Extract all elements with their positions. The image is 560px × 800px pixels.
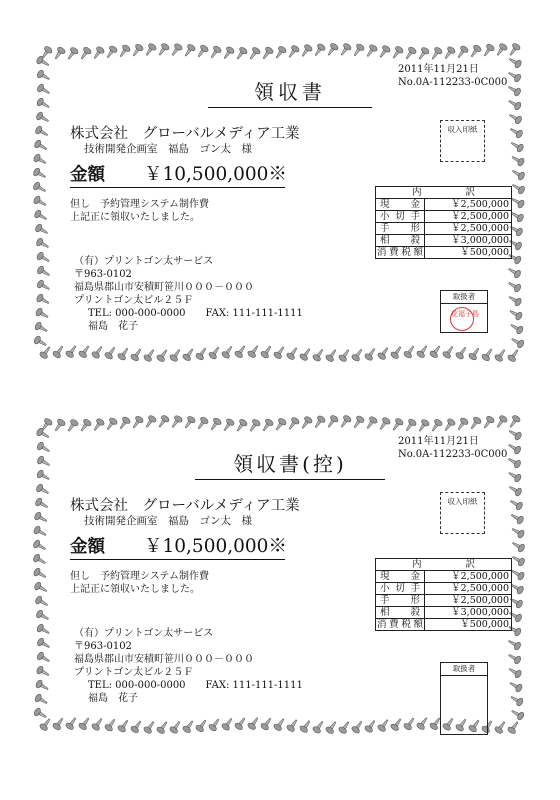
screw-icon <box>65 418 79 433</box>
breakdown-value: ￥3,000,000 <box>425 607 512 619</box>
breakdown-value: ￥2,500,000 <box>425 223 512 235</box>
screw-icon <box>507 348 521 363</box>
screw-icon <box>32 181 47 195</box>
breakdown-value: ￥500,000 <box>425 619 512 631</box>
screw-icon <box>34 125 49 139</box>
screw-icon <box>377 44 391 59</box>
screw-icon <box>507 265 522 279</box>
screw-icon <box>36 55 51 69</box>
screw-icon <box>377 346 391 361</box>
screw-icon <box>143 719 157 734</box>
screw-icon <box>36 637 51 651</box>
screw-icon <box>34 223 49 237</box>
screw-icon <box>52 418 66 433</box>
screw-icon <box>260 418 274 433</box>
screw-icon <box>221 418 235 433</box>
amount-line <box>70 535 285 560</box>
screw-icon <box>510 335 525 349</box>
screw-icon <box>481 347 495 362</box>
description-purpose: 但し 予約管理システム制作費 <box>70 199 209 210</box>
amount-value: ￥10,500,000※ <box>144 164 287 185</box>
screw-icon <box>234 344 248 359</box>
screw-icon <box>182 719 196 734</box>
breakdown-value: ￥2,500,000 <box>425 571 512 583</box>
screw-icon <box>273 345 287 360</box>
screw-icon <box>52 716 66 731</box>
screw-icon <box>36 83 51 97</box>
screw-icon <box>312 347 326 362</box>
handler-label: 取扱者 <box>441 663 487 676</box>
screw-icon <box>325 720 339 735</box>
issuer-tel-fax: TEL: 000-000-0000 FAX: 111-111-1111 <box>88 308 303 319</box>
screw-icon <box>312 415 326 430</box>
screw-icon <box>442 418 456 433</box>
breakdown-label: 手形 <box>376 595 425 607</box>
screw-icon <box>286 346 300 361</box>
revenue-stamp-box <box>440 492 485 534</box>
screw-icon <box>364 415 378 430</box>
screw-icon <box>299 415 313 430</box>
screw-icon <box>36 265 51 279</box>
screw-icon <box>273 717 287 732</box>
screw-icon <box>36 623 51 637</box>
table-row <box>376 247 512 259</box>
screw-icon <box>36 651 51 665</box>
screw-icon <box>468 416 482 431</box>
screw-icon <box>234 418 248 433</box>
description-purpose: 但し 予約管理システム制作費 <box>70 571 209 582</box>
screw-icon <box>247 418 261 433</box>
screw-icon <box>510 525 525 539</box>
screw-icon <box>507 97 522 111</box>
recipient-department: 技術開発企画室 福島 ゴン太 様 <box>84 515 252 527</box>
screw-icon <box>286 718 300 733</box>
screw-icon <box>364 346 378 361</box>
screw-icon <box>260 716 274 731</box>
screw-icon <box>143 347 157 362</box>
screw-icon <box>481 43 495 58</box>
screw-icon <box>508 483 523 497</box>
screw-icon <box>455 45 469 60</box>
screw-icon <box>33 139 48 153</box>
screw-icon <box>507 469 522 483</box>
screw-icon <box>511 181 526 195</box>
screw-icon <box>507 441 522 455</box>
screw-icon <box>273 45 287 60</box>
breakdown-label: 消費税額 <box>377 247 423 258</box>
screw-icon <box>36 97 51 111</box>
breakdown-header: 内訳 <box>376 187 512 199</box>
screw-icon <box>416 716 430 731</box>
screw-icon <box>511 167 526 181</box>
recipient-company: 株式会社 グローバルメディア工業 <box>70 126 300 142</box>
screw-icon <box>169 719 183 734</box>
receipt-copy <box>30 412 528 737</box>
screw-icon <box>156 42 170 57</box>
screw-icon <box>429 46 443 61</box>
screw-icon <box>91 45 105 60</box>
breakdown-value: ￥3,000,000 <box>425 235 512 247</box>
screw-icon <box>36 69 51 83</box>
breakdown-label: 小切手 <box>376 211 425 223</box>
screw-icon <box>468 44 482 59</box>
amount-value: ￥10,500,000※ <box>144 536 287 557</box>
receipt-number: No.0A-112233-0C000 <box>398 449 508 460</box>
screw-icon <box>36 251 51 265</box>
screw-icon <box>234 46 248 61</box>
screw-icon <box>33 335 48 349</box>
screw-icon <box>338 42 352 57</box>
screw-icon <box>377 718 391 733</box>
table-row <box>376 571 512 583</box>
screw-icon <box>35 483 50 497</box>
issuer-building: プリントゴン太ビル２５Ｆ <box>74 667 194 678</box>
breakdown-label: 現金 <box>376 199 425 211</box>
screw-icon <box>260 344 274 359</box>
screw-icon <box>39 717 53 732</box>
screw-icon <box>507 42 521 57</box>
screw-icon <box>117 416 131 431</box>
screw-icon <box>130 43 144 58</box>
screw-icon <box>221 46 235 61</box>
screw-icon <box>511 539 526 553</box>
screw-icon <box>143 42 157 57</box>
screw-icon <box>91 716 105 731</box>
screw-icon <box>33 209 48 223</box>
screw-icon <box>507 293 522 307</box>
screw-icon <box>508 111 523 125</box>
screw-icon <box>195 416 209 431</box>
table-row <box>376 223 512 235</box>
screw-icon <box>390 717 404 732</box>
screw-icon <box>208 45 222 60</box>
screw-icon <box>507 651 522 665</box>
screw-icon <box>195 44 209 59</box>
description-confirmation: 上記正に領収いたしました。 <box>70 584 200 595</box>
screw-icon <box>509 321 524 335</box>
receipt-original <box>30 40 528 365</box>
screw-icon <box>260 46 274 61</box>
breakdown-value: ￥2,500,000 <box>425 595 512 607</box>
screw-icon <box>403 418 417 433</box>
screw-icon <box>403 716 417 731</box>
table-row <box>376 619 512 631</box>
screw-icon <box>130 719 144 734</box>
screw-icon <box>36 455 51 469</box>
screw-icon <box>130 347 144 362</box>
screw-icon <box>247 716 261 731</box>
screw-icon <box>195 718 209 733</box>
issuer-postal: 〒963-0102 <box>74 269 132 280</box>
screw-icon <box>52 46 66 61</box>
breakdown-table <box>375 558 512 631</box>
screw-icon <box>325 42 339 57</box>
screw-icon <box>78 46 92 61</box>
screw-icon <box>182 347 196 362</box>
screw-icon <box>507 427 522 441</box>
screw-icon <box>338 414 352 429</box>
stamp-label: 収入印紙 <box>447 125 478 134</box>
handler-stamp-area <box>441 676 487 734</box>
table-row <box>376 235 512 247</box>
screw-icon <box>507 720 521 735</box>
screw-icon <box>182 43 196 58</box>
screw-icon <box>508 679 523 693</box>
screw-icon <box>78 344 92 359</box>
issuer-tel-fax: TEL: 000-000-0000 FAX: 111-111-1111 <box>88 680 303 691</box>
screw-icon <box>33 153 48 167</box>
screw-icon <box>510 567 525 581</box>
screw-icon <box>36 441 51 455</box>
issuer-postal: 〒963-0102 <box>74 641 132 652</box>
screw-icon <box>455 345 469 360</box>
screw-icon <box>509 511 524 525</box>
screw-icon <box>130 415 144 430</box>
screw-icon <box>299 347 313 362</box>
screw-icon <box>65 46 79 61</box>
screw-icon <box>36 665 51 679</box>
breakdown-header: 内訳 <box>376 559 512 571</box>
screw-icon <box>442 344 456 359</box>
breakdown-value: ￥2,500,000 <box>425 199 512 211</box>
screw-icon <box>34 693 49 707</box>
issuer-person: 福島 花子 <box>88 693 138 704</box>
amount-label: 金額 <box>70 537 105 557</box>
breakdown-value: ￥2,500,000 <box>425 211 512 223</box>
handler-label: 取扱者 <box>441 291 487 304</box>
screw-icon <box>312 43 326 58</box>
screw-icon <box>351 719 365 734</box>
screw-icon <box>442 46 456 61</box>
stamp-label: 収入印紙 <box>447 497 478 506</box>
amount-line <box>70 163 285 188</box>
receipt-title: 領収書(控) <box>195 451 385 480</box>
screw-icon <box>338 720 352 735</box>
screw-icon <box>34 497 49 511</box>
screw-icon <box>221 344 235 359</box>
screw-icon <box>78 716 92 731</box>
recipient-department: 技術開発企画室 福島 ゴン太 様 <box>84 143 252 155</box>
screw-icon <box>36 427 51 441</box>
screw-icon <box>429 418 443 433</box>
breakdown-table <box>375 186 512 259</box>
screw-icon <box>36 279 51 293</box>
amount-label: 金額 <box>70 165 105 185</box>
table-row <box>376 595 512 607</box>
screw-icon <box>156 414 170 429</box>
screw-icon <box>507 414 521 429</box>
screw-icon <box>507 83 522 97</box>
screw-icon <box>507 69 522 83</box>
screw-icon <box>510 153 525 167</box>
revenue-stamp-box <box>440 120 485 162</box>
screw-icon <box>65 716 79 731</box>
screw-icon <box>32 167 47 181</box>
screw-icon <box>208 417 222 432</box>
screw-icon <box>286 416 300 431</box>
screw-icon <box>35 237 50 251</box>
issuer-name: （有）プリントゴン太サービス <box>74 628 214 639</box>
screw-icon <box>234 716 248 731</box>
screw-icon <box>494 719 508 734</box>
issuer-person: 福島 花子 <box>88 321 138 332</box>
screw-icon <box>104 45 118 60</box>
screw-icon <box>34 595 49 609</box>
screw-icon <box>36 293 51 307</box>
screw-icon <box>509 139 524 153</box>
issuer-address: 福島県郡山市安積町笹川０００－０００ <box>74 654 254 665</box>
screw-icon <box>182 415 196 430</box>
description-confirmation: 上記正に領収いたしました。 <box>70 212 200 223</box>
screw-icon <box>509 125 524 139</box>
screw-icon <box>117 718 131 733</box>
screw-icon <box>416 46 430 61</box>
screw-icon <box>169 42 183 57</box>
handler-box <box>440 662 488 735</box>
issuer-building: プリントゴン太ビル２５Ｆ <box>74 295 194 306</box>
table-row <box>376 607 512 619</box>
screw-icon <box>312 719 326 734</box>
screw-icon <box>32 553 47 567</box>
screw-icon <box>511 553 526 567</box>
screw-icon <box>390 417 404 432</box>
screw-icon <box>403 46 417 61</box>
table-row <box>376 199 512 211</box>
seal-text: 花福子島 <box>451 310 479 318</box>
screw-icon <box>416 418 430 433</box>
screw-icon <box>117 346 131 361</box>
screw-icon <box>35 307 50 321</box>
screw-icon <box>33 707 48 721</box>
screw-icon <box>247 344 261 359</box>
screw-icon <box>364 43 378 58</box>
screw-icon <box>429 344 443 359</box>
screw-icon <box>32 539 47 553</box>
screw-icon <box>403 344 417 359</box>
screw-icon <box>286 44 300 59</box>
screw-icon <box>351 415 365 430</box>
handler-box <box>440 290 488 333</box>
screw-icon <box>169 414 183 429</box>
screw-icon <box>416 344 430 359</box>
issuer-name: （有）プリントゴン太サービス <box>74 256 214 267</box>
screw-icon <box>351 43 365 58</box>
recipient-company: 株式会社 グローバルメディア工業 <box>70 498 300 514</box>
receipt-date: 2011年11月21日 <box>398 64 479 75</box>
breakdown-label: 消費税額 <box>377 619 423 630</box>
breakdown-label: 現金 <box>376 571 425 583</box>
screw-icon <box>35 679 50 693</box>
screw-icon <box>510 195 525 209</box>
screw-icon <box>65 344 79 359</box>
table-row <box>376 583 512 595</box>
screw-icon <box>156 720 170 735</box>
screw-icon <box>78 418 92 433</box>
screw-icon <box>494 347 508 362</box>
screw-icon <box>455 417 469 432</box>
screw-icon <box>325 414 339 429</box>
screw-icon <box>208 345 222 360</box>
screw-icon <box>52 344 66 359</box>
screw-icon <box>494 414 508 429</box>
screw-icon <box>507 665 522 679</box>
screw-icon <box>299 719 313 734</box>
breakdown-value: ￥2,500,000 <box>425 583 512 595</box>
screw-icon <box>247 46 261 61</box>
screw-icon <box>507 55 522 69</box>
receipt-number: No.0A-112233-0C000 <box>398 77 508 88</box>
screw-icon <box>364 718 378 733</box>
screw-icon <box>34 321 49 335</box>
screw-icon <box>33 511 48 525</box>
screw-icon <box>351 347 365 362</box>
screw-icon <box>143 414 157 429</box>
screw-icon <box>508 307 523 321</box>
screw-icon <box>35 609 50 623</box>
screw-icon <box>208 717 222 732</box>
handler-stamp-area <box>441 304 487 332</box>
screw-icon <box>507 637 522 651</box>
screw-icon <box>36 469 51 483</box>
hanko-seal-icon <box>450 307 479 331</box>
screw-icon <box>507 279 522 293</box>
screw-icon <box>299 43 313 58</box>
screw-icon <box>221 716 235 731</box>
table-row <box>376 211 512 223</box>
screw-icon <box>507 455 522 469</box>
screw-icon <box>117 44 131 59</box>
screw-icon <box>468 346 482 361</box>
screw-icon <box>510 707 525 721</box>
screw-icon <box>377 416 391 431</box>
breakdown-value: ￥500,000 <box>425 247 512 259</box>
breakdown-label: 小切手 <box>376 583 425 595</box>
screw-icon <box>195 346 209 361</box>
screw-icon <box>33 581 48 595</box>
breakdown-label: 相殺 <box>376 235 425 247</box>
screw-icon <box>33 567 48 581</box>
screw-icon <box>104 717 118 732</box>
breakdown-label: 相殺 <box>376 607 425 619</box>
screw-icon <box>325 348 339 363</box>
screw-icon <box>91 417 105 432</box>
screw-icon <box>33 195 48 209</box>
screw-icon <box>390 345 404 360</box>
receipt-date: 2011年11月21日 <box>398 436 479 447</box>
breakdown-label: 手形 <box>376 223 425 235</box>
receipt-title: 領収書 <box>208 79 372 108</box>
screw-icon <box>91 344 105 359</box>
screw-icon <box>509 497 524 511</box>
screw-icon <box>156 348 170 363</box>
screw-icon <box>338 348 352 363</box>
screw-icon <box>169 347 183 362</box>
screw-icon <box>481 415 495 430</box>
screw-icon <box>33 525 48 539</box>
screw-icon <box>273 417 287 432</box>
issuer-address: 福島県郡山市安積町笹川０００－０００ <box>74 282 254 293</box>
screw-icon <box>39 345 53 360</box>
screw-icon <box>494 42 508 57</box>
screw-icon <box>35 111 50 125</box>
screw-icon <box>104 345 118 360</box>
screw-icon <box>509 693 524 707</box>
screw-icon <box>104 417 118 432</box>
screw-icon <box>390 45 404 60</box>
